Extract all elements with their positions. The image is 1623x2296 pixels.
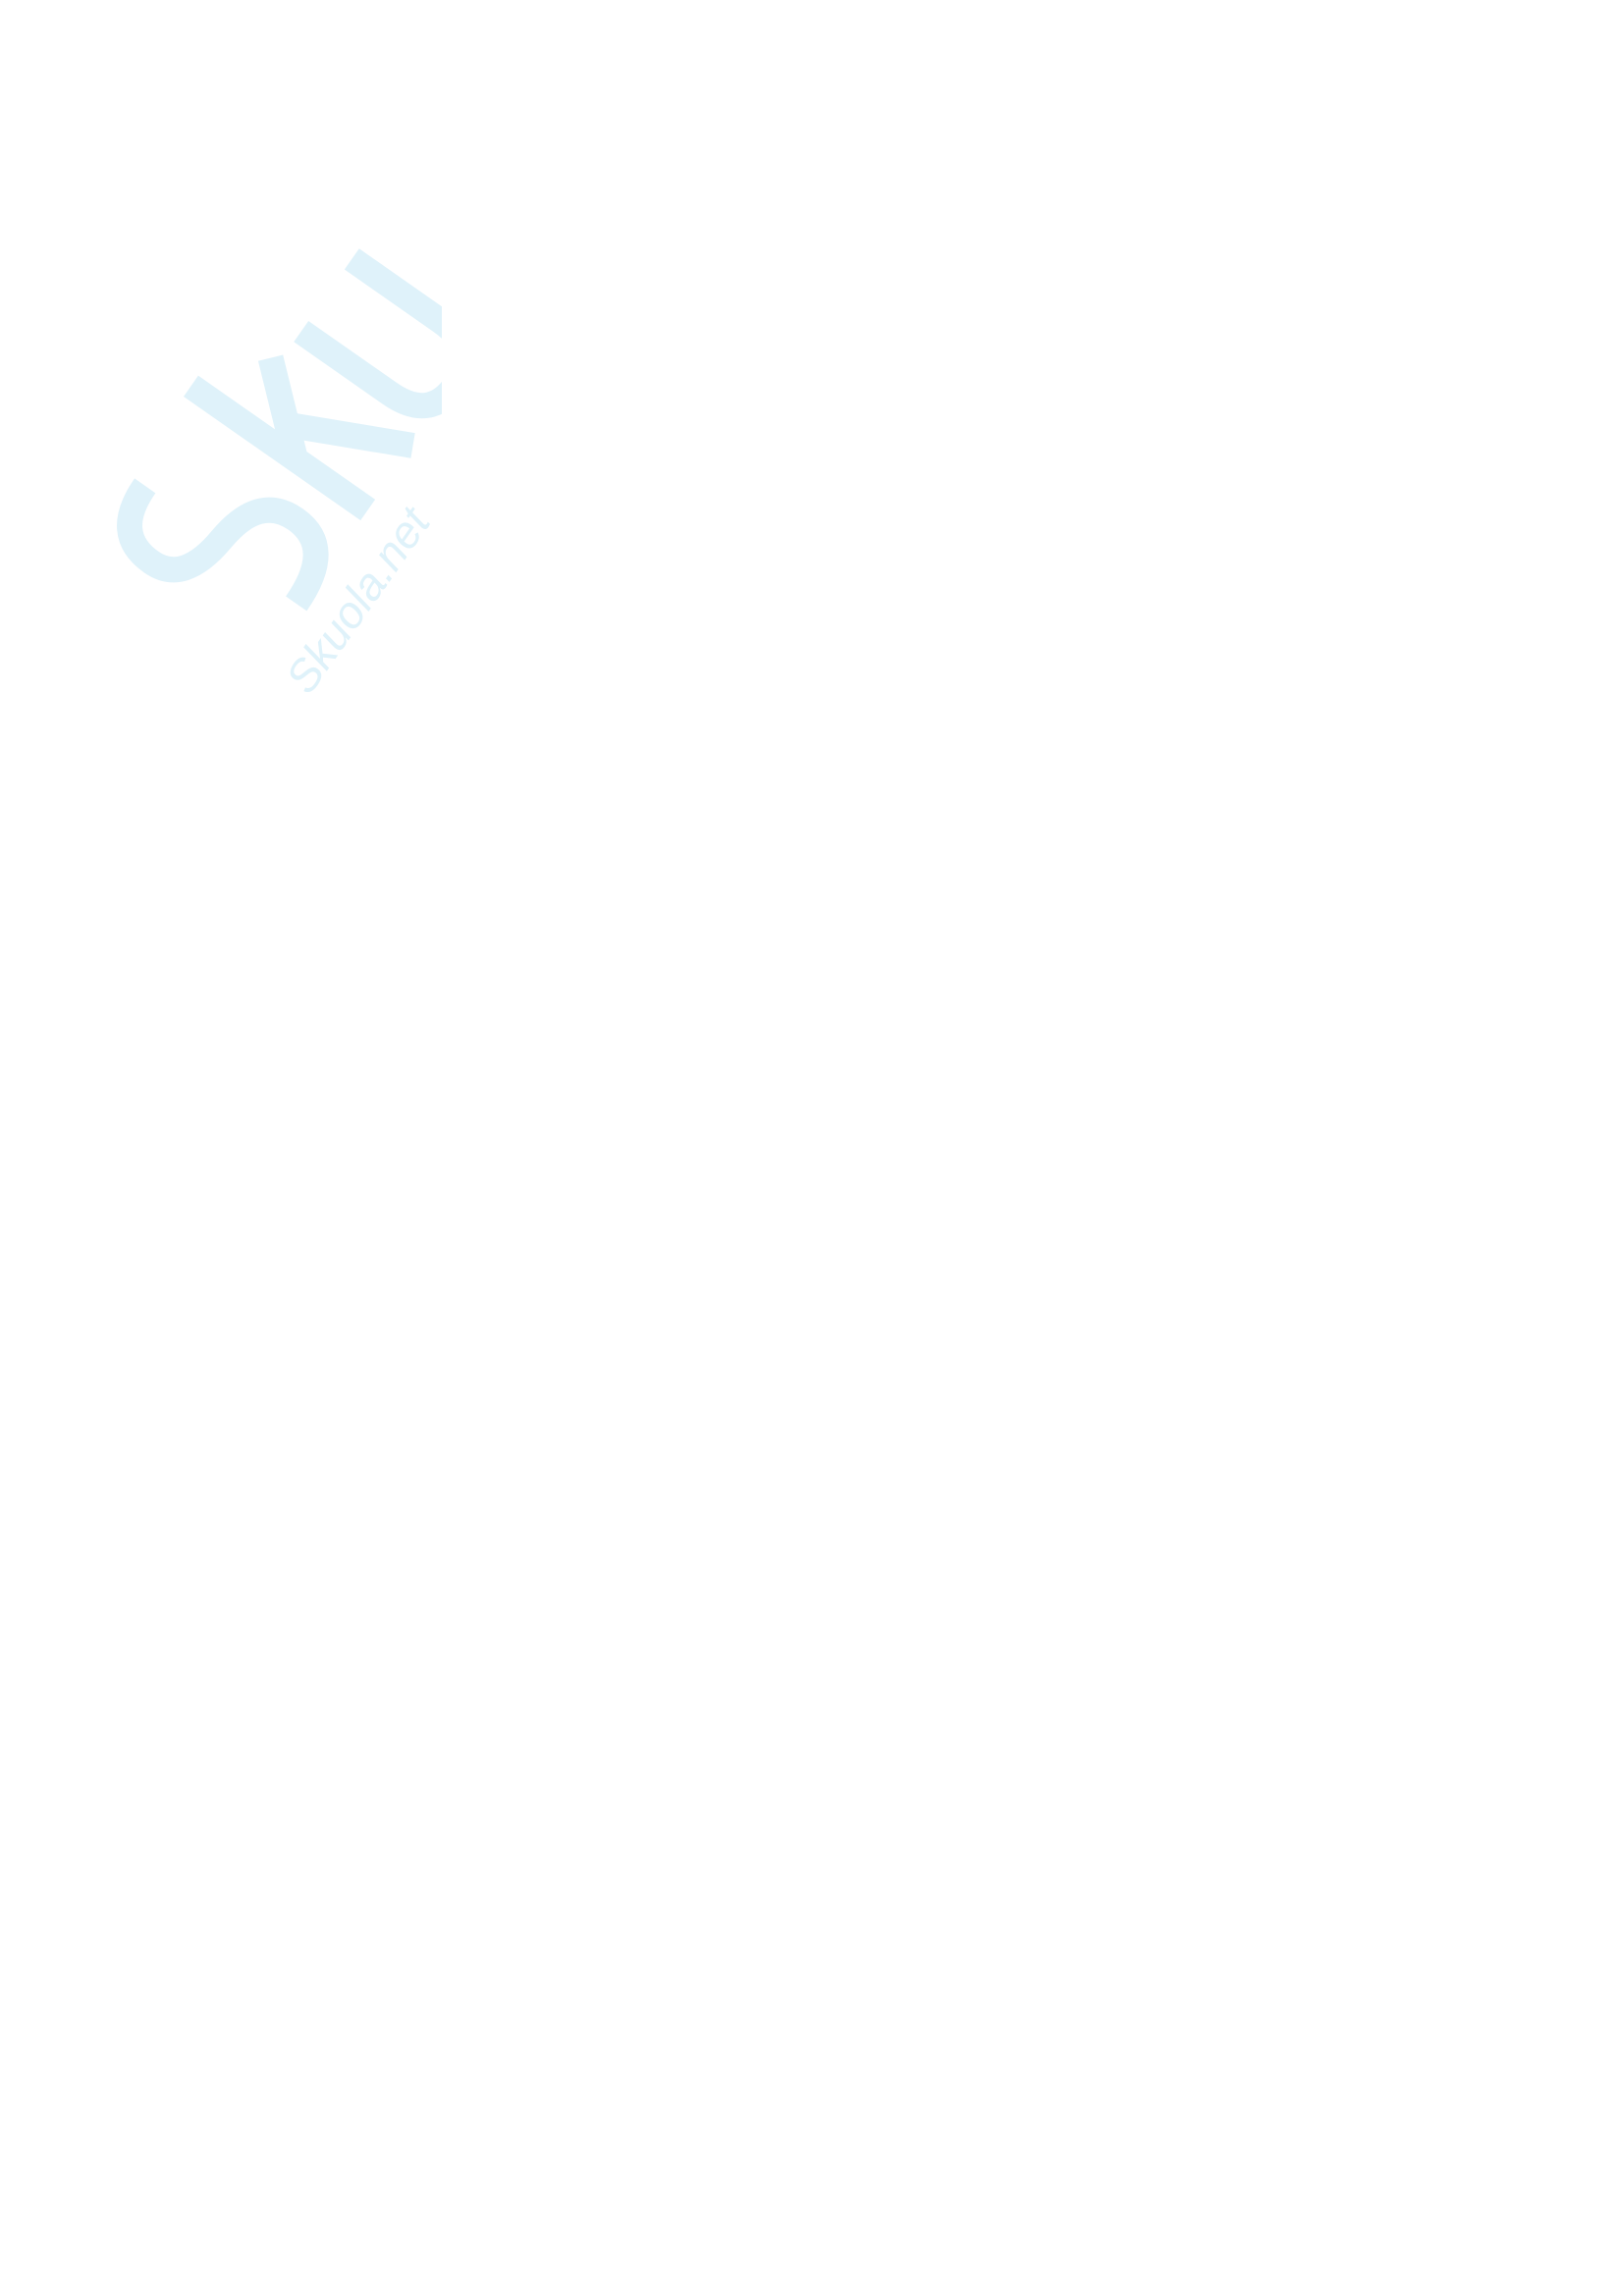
skuola-watermark — [20, 137, 442, 726]
document-page — [133, 130, 1500, 156]
svg-text:Skuola.net: Skuola.net — [275, 498, 440, 703]
